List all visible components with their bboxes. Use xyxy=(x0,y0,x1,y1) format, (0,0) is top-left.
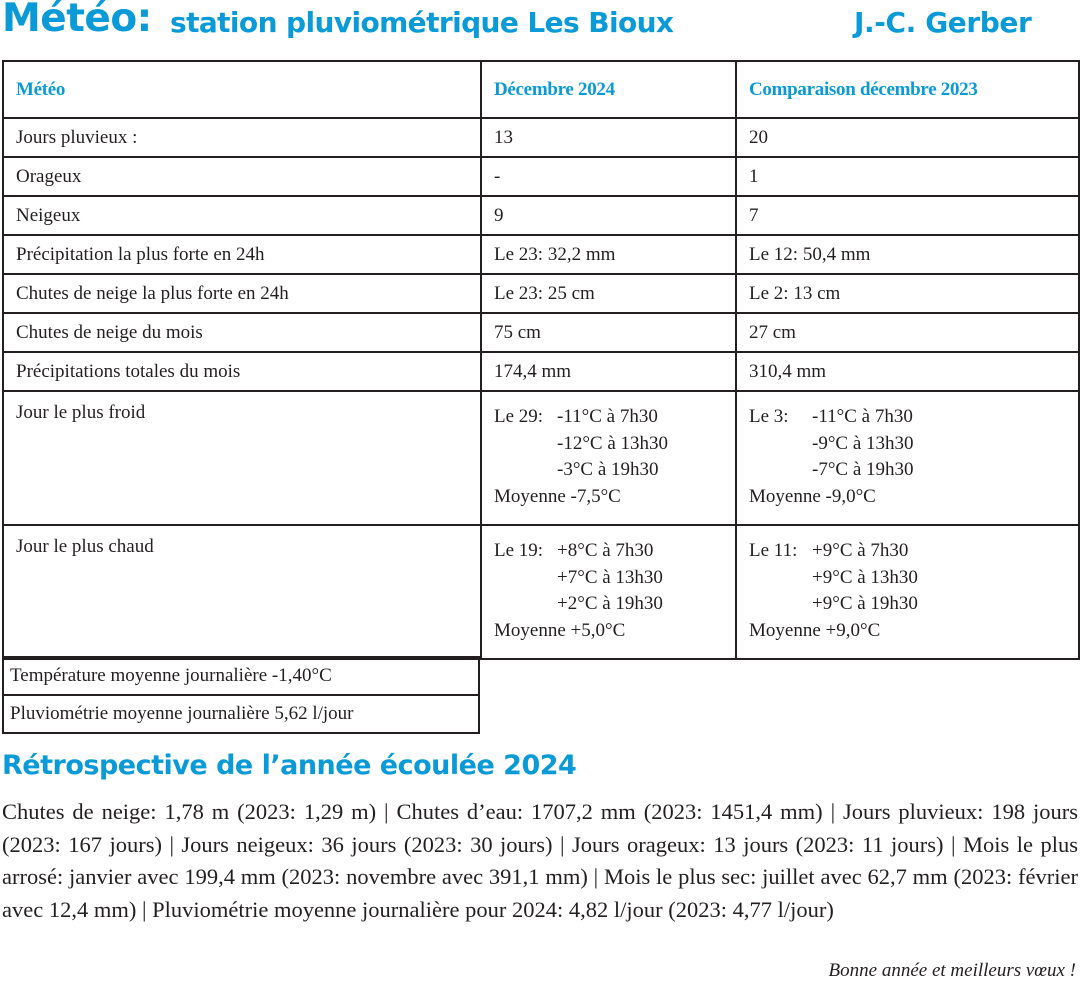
row-label: Neigeux xyxy=(3,196,481,235)
day-label: Le 19: xyxy=(494,540,544,561)
table-row xyxy=(3,235,1079,274)
cell-dec-2024: - xyxy=(481,157,736,196)
temp-reading: -11°C à 7h30 xyxy=(812,406,913,427)
table-row xyxy=(3,118,1079,157)
cell-dec-2024: Le 23: 32,2 mm xyxy=(481,235,736,274)
temp-reading: -9°C à 13h30 xyxy=(812,432,914,454)
temp-reading: +9°C à 7h30 xyxy=(812,540,909,561)
cell-dec-2023: 20 xyxy=(736,118,1079,157)
row-label: Chutes de neige du mois xyxy=(3,313,481,352)
table-row-coldest xyxy=(3,391,1079,525)
table-row-warmest xyxy=(3,525,1079,659)
monthly-summary xyxy=(2,656,480,734)
cell-dec-2023 xyxy=(736,525,1079,659)
row-label: Orageux xyxy=(3,157,481,196)
average-temp: Moyenne -7,5°C xyxy=(494,485,621,507)
cell-dec-2023: 7 xyxy=(736,196,1079,235)
column-header-meteo: Météo xyxy=(3,61,481,118)
table-row xyxy=(3,196,1079,235)
temp-reading: -11°C à 7h30 xyxy=(557,406,658,427)
cell-dec-2024: 9 xyxy=(481,196,736,235)
day-label: Le 11: xyxy=(749,540,798,561)
table-row xyxy=(3,313,1079,352)
cell-dec-2024: 174,4 mm xyxy=(481,352,736,391)
table-row xyxy=(3,157,1079,196)
temp-reading: -12°C à 13h30 xyxy=(557,432,669,454)
author-name: J.-C. Gerber xyxy=(854,6,1032,39)
cell-dec-2023: 1 xyxy=(736,157,1079,196)
temp-reading: +2°C à 19h30 xyxy=(557,593,663,614)
retrospective-text: Chutes de neige: 1,78 m (2023: 1,29 m) | Chutes d’eau: 1707,2 mm (2023: 1451,4 mm) | Jours pluvieux: 198 jours (2023: 167 jours) | Jours neigeux: 36 jours (2023: 30 jours) | Jours orageux: 13 jours (2023: 11 jours) | Mois le plus arrosé: janvier avec 199,4 mm (2023: novembre avec 391,1 mm) | Mois le plus sec: juillet avec 62,7 mm (2023: février avec 12,4 mm) | Pluviométrie moyenne journalière pour 2024: 4,82 l/jour (2023: 4,77 l/jour) xyxy=(2,799,1078,922)
column-header-dec-2024: Décembre 2024 xyxy=(481,61,736,118)
day-label: Le 29: xyxy=(494,406,544,427)
average-rainfall: Pluviométrie moyenne journalière 5,62 l/jour xyxy=(2,694,480,734)
weather-table xyxy=(2,60,1080,660)
cell-dec-2024: Le 23: 25 cm xyxy=(481,274,736,313)
average-temperature: Température moyenne journalière -1,40°C xyxy=(2,656,480,696)
cell-dec-2024 xyxy=(481,391,736,525)
row-label: Précipitation la plus forte en 24h xyxy=(3,235,481,274)
average-temp: Moyenne +9,0°C xyxy=(749,619,881,641)
page-header xyxy=(2,0,1078,52)
greeting: Bonne année et meilleurs vœux ! xyxy=(828,960,1076,981)
cell-dec-2023: Le 2: 13 cm xyxy=(736,274,1079,313)
row-label: Jour le plus chaud xyxy=(3,525,481,659)
page-title: Météo: xyxy=(2,0,152,41)
table-row xyxy=(3,274,1079,313)
temp-reading: +9°C à 19h30 xyxy=(812,593,918,614)
row-label: Chutes de neige la plus forte en 24h xyxy=(3,274,481,313)
average-temp: Moyenne -9,0°C xyxy=(749,485,876,507)
temp-reading: +9°C à 13h30 xyxy=(812,566,918,588)
cell-dec-2023: Le 12: 50,4 mm xyxy=(736,235,1079,274)
row-label: Jours pluvieux : xyxy=(3,118,481,157)
average-temp: Moyenne +5,0°C xyxy=(494,619,626,641)
section-title: Rétrospective de l’année écoulée 2024 xyxy=(2,750,577,781)
cell-dec-2023 xyxy=(736,391,1079,525)
cell-dec-2023: 27 cm xyxy=(736,313,1079,352)
table-row xyxy=(3,352,1079,391)
cell-dec-2023: 310,4 mm xyxy=(736,352,1079,391)
row-label: Jour le plus froid xyxy=(3,391,481,525)
temp-reading: -7°C à 19h30 xyxy=(812,459,914,480)
row-label: Précipitations totales du mois xyxy=(3,352,481,391)
cell-dec-2024: 75 cm xyxy=(481,313,736,352)
page-subtitle: station pluviométrique Les Bioux xyxy=(170,6,674,39)
day-label: Le 3: xyxy=(749,406,789,427)
temp-reading: -3°C à 19h30 xyxy=(557,459,659,480)
temp-reading: +8°C à 7h30 xyxy=(557,540,654,561)
cell-dec-2024: 13 xyxy=(481,118,736,157)
temp-reading: +7°C à 13h30 xyxy=(557,566,663,588)
cell-dec-2024 xyxy=(481,525,736,659)
table-header-row xyxy=(3,61,1079,118)
column-header-dec-2023: Comparaison décembre 2023 xyxy=(736,61,1079,118)
